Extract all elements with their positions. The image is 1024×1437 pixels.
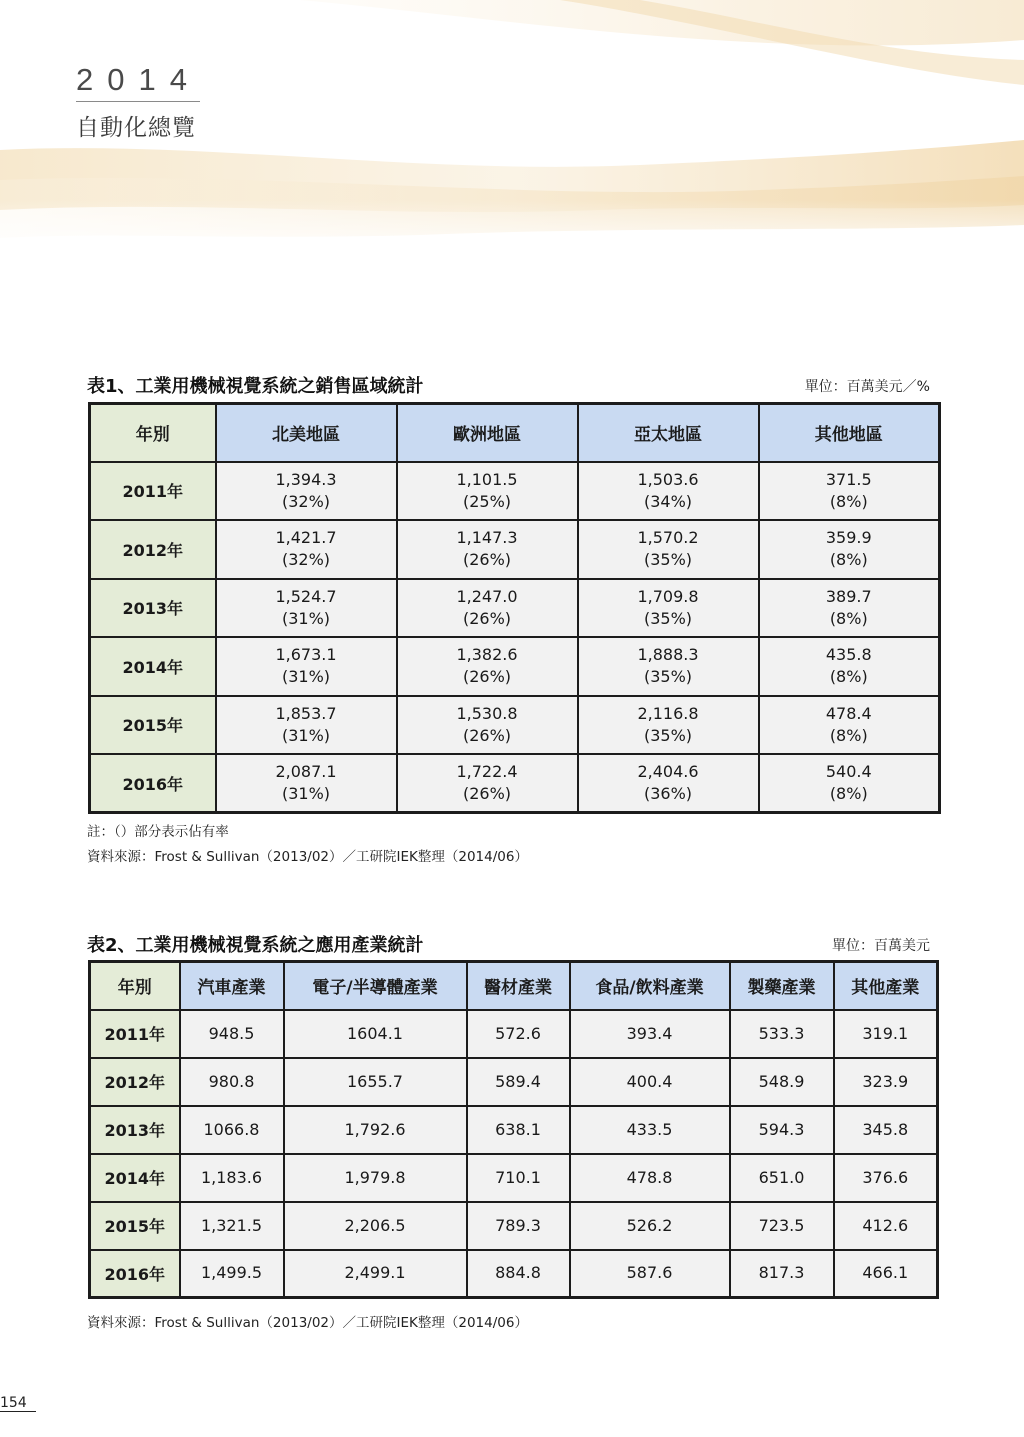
- table-cell: [397, 696, 578, 755]
- table-cell: [397, 637, 578, 696]
- table-cell: [397, 579, 578, 638]
- cell-value: 1,853.7: [275, 703, 337, 723]
- table-cell: [216, 462, 397, 521]
- table-cell: 651.0: [730, 1154, 834, 1202]
- table-cell: [397, 462, 578, 521]
- table-cell: 1,183.6: [180, 1154, 284, 1202]
- row-year-label: 2013年: [90, 1106, 180, 1154]
- table2-industry-application: [88, 960, 939, 1299]
- table-cell: [759, 754, 940, 813]
- table1-source: 資料來源：Frost & Sullivan（2013/02）／工研院IEK整理（2014/06）: [87, 849, 528, 865]
- table1-col-header: 亞太地區: [578, 404, 759, 462]
- table-cell: 1655.7: [284, 1058, 467, 1106]
- cell-share-percent: (8%): [829, 784, 868, 803]
- cell-value: 2,116.8: [637, 703, 699, 723]
- table-row: [90, 1202, 938, 1250]
- cell-value: 1,524.7: [275, 586, 337, 606]
- header-year: 2014: [76, 62, 201, 97]
- table1-region-sales: [88, 402, 941, 814]
- cell-share-percent: (26%): [462, 784, 512, 803]
- table-cell: 1604.1: [284, 1010, 467, 1058]
- cell-share-percent: (35%): [643, 550, 693, 570]
- table-cell: [578, 696, 759, 755]
- table-cell: [759, 637, 940, 696]
- table-cell: 433.5: [570, 1106, 730, 1154]
- table-cell: 526.2: [570, 1202, 730, 1250]
- cell-value: 1,888.3: [637, 645, 699, 665]
- cell-value: 1,709.8: [637, 586, 699, 606]
- table-cell: [578, 462, 759, 521]
- table2-source: 資料來源：Frost & Sullivan（2013/02）／工研院IEK整理（2014/06）: [87, 1315, 528, 1331]
- table-cell: 1,979.8: [284, 1154, 467, 1202]
- table-cell: 884.8: [467, 1250, 570, 1298]
- row-year-label: 2014年: [90, 1154, 180, 1202]
- cell-share-percent: (35%): [643, 667, 693, 687]
- cell-share-percent: (8%): [829, 608, 868, 628]
- cell-share-percent: (31%): [281, 784, 331, 803]
- table1-header-row: [90, 404, 940, 462]
- cell-value: 359.9: [825, 528, 872, 548]
- table1-note: 註：（）部分表示佔有率: [87, 824, 229, 840]
- table-cell: 345.8: [834, 1106, 938, 1154]
- table-cell: 589.4: [467, 1058, 570, 1106]
- table-cell: 817.3: [730, 1250, 834, 1298]
- cell-share-percent: (31%): [281, 667, 331, 687]
- table2-col-header: 汽車產業: [180, 962, 284, 1010]
- cell-value: 435.8: [825, 645, 872, 665]
- table2-col-header: 年別: [90, 962, 180, 1010]
- row-year-label: 2011年: [90, 462, 216, 521]
- table-cell: [759, 520, 940, 579]
- table2-col-header: 食品/飲料產業: [570, 962, 730, 1010]
- table-cell: 319.1: [834, 1010, 938, 1058]
- table1-col-header: 其他地區: [759, 404, 940, 462]
- table-cell: 572.6: [467, 1010, 570, 1058]
- cell-value: 1,530.8: [456, 703, 518, 723]
- row-year-label: 2013年: [90, 579, 216, 638]
- table-cell: 466.1: [834, 1250, 938, 1298]
- cell-value: 540.4: [825, 762, 872, 781]
- cell-value: 478.4: [825, 703, 872, 723]
- cell-value: 2,404.6: [637, 762, 699, 781]
- table-cell: 1,499.5: [180, 1250, 284, 1298]
- table-cell: [216, 579, 397, 638]
- cell-share-percent: (8%): [829, 725, 868, 745]
- cell-value: 1,570.2: [637, 528, 699, 548]
- cell-share-percent: (35%): [643, 725, 693, 745]
- cell-share-percent: (31%): [281, 725, 331, 745]
- row-year-label: 2012年: [90, 1058, 180, 1106]
- table2-col-header: 製藥產業: [730, 962, 834, 1010]
- row-year-label: 2015年: [90, 696, 216, 755]
- table-row: [90, 520, 940, 579]
- table-row: [90, 754, 940, 813]
- table-row: [90, 1154, 938, 1202]
- cell-value: 2,087.1: [275, 762, 337, 781]
- cell-share-percent: (35%): [643, 608, 693, 628]
- table-cell: [397, 520, 578, 579]
- table-cell: [397, 754, 578, 813]
- cell-value: 1,394.3: [275, 469, 337, 489]
- table2-unit: 單位：百萬美元: [832, 938, 930, 954]
- cell-value: 1,382.6: [456, 645, 518, 665]
- table2-caption: 表2、工業用機械視覺系統之應用產業統計: [87, 935, 424, 956]
- cell-share-percent: (8%): [829, 550, 868, 570]
- table-cell: [578, 579, 759, 638]
- table-row: [90, 1250, 938, 1298]
- cell-value: 1,673.1: [275, 645, 337, 665]
- cell-share-percent: (34%): [643, 491, 693, 511]
- cell-value: 1,147.3: [456, 528, 518, 548]
- table-cell: 323.9: [834, 1058, 938, 1106]
- cell-value: 1,421.7: [275, 528, 337, 548]
- table1-caption: 表1、工業用機械視覺系統之銷售區域統計: [87, 376, 424, 397]
- table-row: [90, 1010, 938, 1058]
- page-number: 154: [0, 1395, 36, 1412]
- header-subtitle: 自動化總覽: [76, 115, 196, 141]
- table-cell: 948.5: [180, 1010, 284, 1058]
- table-cell: [216, 520, 397, 579]
- cell-value: 1,503.6: [637, 469, 699, 489]
- cell-share-percent: (8%): [829, 491, 868, 511]
- table-cell: 594.3: [730, 1106, 834, 1154]
- table-cell: 393.4: [570, 1010, 730, 1058]
- table-cell: 1,792.6: [284, 1106, 467, 1154]
- table-cell: 2,499.1: [284, 1250, 467, 1298]
- table-cell: 587.6: [570, 1250, 730, 1298]
- table2-col-header: 電子/半導體產業: [284, 962, 467, 1010]
- cell-share-percent: (26%): [462, 725, 512, 745]
- header-divider: [76, 101, 200, 102]
- table1-col-header: 年別: [90, 404, 216, 462]
- table-cell: [578, 637, 759, 696]
- row-year-label: 2016年: [90, 1250, 180, 1298]
- table-cell: 478.8: [570, 1154, 730, 1202]
- cell-value: 1,247.0: [456, 586, 518, 606]
- row-year-label: 2011年: [90, 1010, 180, 1058]
- row-year-label: 2016年: [90, 754, 216, 813]
- table-cell: [216, 637, 397, 696]
- row-year-label: 2015年: [90, 1202, 180, 1250]
- table-cell: 1,321.5: [180, 1202, 284, 1250]
- table-cell: [216, 754, 397, 813]
- table-cell: 2,206.5: [284, 1202, 467, 1250]
- table-row: [90, 637, 940, 696]
- table1-unit: 單位：百萬美元／%: [804, 379, 930, 395]
- table-cell: [759, 462, 940, 521]
- cell-share-percent: (31%): [281, 608, 331, 628]
- cell-share-percent: (26%): [462, 667, 512, 687]
- table-cell: 638.1: [467, 1106, 570, 1154]
- table1-col-header: 歐洲地區: [397, 404, 578, 462]
- cell-share-percent: (32%): [281, 550, 331, 570]
- row-year-label: 2014年: [90, 637, 216, 696]
- table-cell: 548.9: [730, 1058, 834, 1106]
- cell-share-percent: (26%): [462, 550, 512, 570]
- table-cell: 533.3: [730, 1010, 834, 1058]
- cell-share-percent: (32%): [281, 491, 331, 511]
- table-cell: 400.4: [570, 1058, 730, 1106]
- cell-value: 1,101.5: [456, 469, 518, 489]
- table-cell: [759, 696, 940, 755]
- cell-share-percent: (8%): [829, 667, 868, 687]
- table-cell: [578, 520, 759, 579]
- table-cell: 789.3: [467, 1202, 570, 1250]
- cell-share-percent: (36%): [643, 784, 693, 803]
- table-cell: 723.5: [730, 1202, 834, 1250]
- table-cell: 1066.8: [180, 1106, 284, 1154]
- cell-value: 1,722.4: [456, 762, 518, 781]
- table1-col-header: 北美地區: [216, 404, 397, 462]
- row-year-label: 2012年: [90, 520, 216, 579]
- table-row: [90, 462, 940, 521]
- table-row: [90, 1106, 938, 1154]
- table-cell: 376.6: [834, 1154, 938, 1202]
- table-cell: [216, 696, 397, 755]
- table-cell: [578, 754, 759, 813]
- table-cell: 980.8: [180, 1058, 284, 1106]
- cell-value: 389.7: [825, 586, 872, 606]
- table-cell: 710.1: [467, 1154, 570, 1202]
- table-cell: [759, 579, 940, 638]
- table2-col-header: 其他產業: [834, 962, 938, 1010]
- table-row: [90, 1058, 938, 1106]
- cell-value: 371.5: [825, 469, 872, 489]
- table2-col-header: 醫材產業: [467, 962, 570, 1010]
- table-row: [90, 696, 940, 755]
- table-row: [90, 579, 940, 638]
- table-cell: 412.6: [834, 1202, 938, 1250]
- cell-share-percent: (26%): [462, 608, 512, 628]
- cell-share-percent: (25%): [462, 491, 512, 511]
- table2-header-row: [90, 962, 938, 1010]
